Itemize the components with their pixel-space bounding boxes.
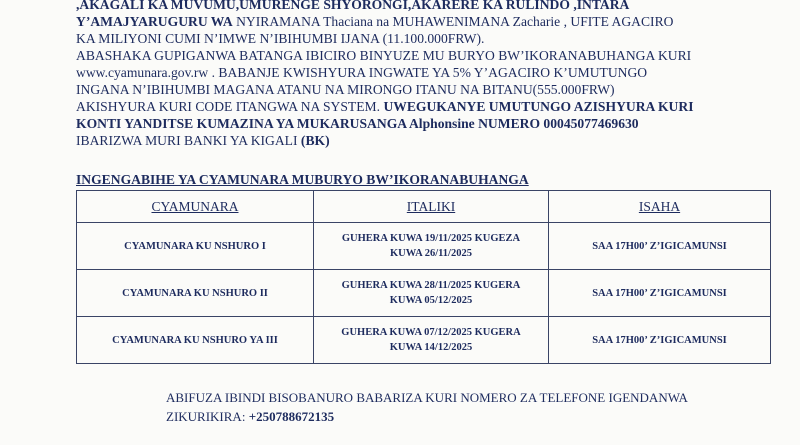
- time-cell: SAA 17H00’ Z’IGICAMUNSI: [549, 317, 771, 364]
- payment-code-text: AKISHYURA KURI CODE ITANGWA NA SYSTEM.: [76, 99, 384, 114]
- contact-info: [166, 388, 688, 426]
- contact-line-1: ABIFUZA IBINDI BISOBANURO BABARIZA KURI NOMERO ZA TELEFONE IGENDANWA: [166, 390, 688, 405]
- bank-text: IBARIZWA MURI BANKI YA KIGALI: [76, 133, 301, 148]
- intro-line-4: ABASHAKA GUPIGANWA BATANGA IBICIRO BINYUZE MU BURYO BW’IKORANABUHANGA KURI: [76, 48, 692, 63]
- intro-line-2: [76, 13, 786, 30]
- intro-line-5: www.cyamunara.gov.rw . BABANJE KWISHYURA INGWATE YA 5% Y’AGACIRO K’UMUTUNGO: [76, 65, 648, 80]
- intro-line-8: KONTI YANDITSE KUMAZINA YA MUKARUSANGA Alphonsine NUMERO 00045077469630: [76, 116, 639, 131]
- intro-line-3: KA MILIYONI CUMI N’IMWE N’IBIHUMBI IJANA (11.100.000FRW).: [76, 31, 485, 46]
- time-cell: SAA 17H00’ Z’IGICAMUNSI: [549, 270, 771, 317]
- header-time: ISAHA: [549, 191, 771, 223]
- table-row: [77, 317, 771, 364]
- date-cell: [314, 223, 549, 270]
- phone-number: +250788672135: [248, 409, 335, 424]
- date-end: KUWA 26/11/2025: [390, 248, 472, 259]
- contact-label: ZIKURIKIRA:: [166, 409, 249, 424]
- intro-line-7: [76, 98, 786, 115]
- date-start: GUHERA KUWA 28/11/2025 KUGERA: [341, 280, 521, 291]
- intro-line-6: INGANA N’IBIHUMBI MAGANA ATANU NA MIRONGO ITANU NA BITANU(555.000FRW): [76, 82, 615, 97]
- time-cell: SAA 17H00’ Z’IGICAMUNSI: [549, 223, 771, 270]
- intro-line-1: ,AKAGALI KA MUVUMU,UMURENGE SHYORONGI,AKARERE KA RULINDO ,INTARA: [76, 0, 630, 12]
- round-cell: CYAMUNARA KU NSHURO I: [77, 223, 314, 270]
- table-row: [77, 223, 771, 270]
- owners-text: NYIRAMANA Thaciana na MUHAWENIMANA Zacharie , UFITE AGACIRO: [232, 14, 674, 29]
- schedule-table: [76, 190, 771, 364]
- header-date: ITALIKI: [314, 191, 549, 223]
- date-end: KUWA 14/12/2025: [389, 342, 473, 353]
- table-row: [77, 270, 771, 317]
- round-cell: CYAMUNARA KU NSHURO YA III: [77, 317, 314, 364]
- province-label: Y’AMAJYARUGURU WA: [76, 14, 233, 29]
- bank-code: (BK): [300, 133, 330, 148]
- intro-line-9: [76, 132, 786, 149]
- schedule-heading: INGENGABIHE YA CYAMUNARA MUBURYO BW’IKORANABUHANGA: [76, 172, 529, 187]
- schedule-header-row: [77, 191, 771, 223]
- date-cell: [314, 317, 549, 364]
- date-end: KUWA 05/12/2025: [389, 295, 473, 306]
- date-start: GUHERA KUWA 19/11/2025 KUGEZA: [341, 233, 521, 244]
- date-start: GUHERA KUWA 07/12/2025 KUGERA: [341, 327, 521, 338]
- round-cell: CYAMUNARA KU NSHURO II: [77, 270, 314, 317]
- date-cell: [314, 270, 549, 317]
- auction-notice-text: [76, 0, 786, 149]
- header-round: CYAMUNARA: [77, 191, 314, 223]
- winner-payment-text: UWEGUKANYE UMUTUNGO AZISHYURA KURI: [383, 99, 694, 114]
- contact-line-2: [166, 407, 688, 426]
